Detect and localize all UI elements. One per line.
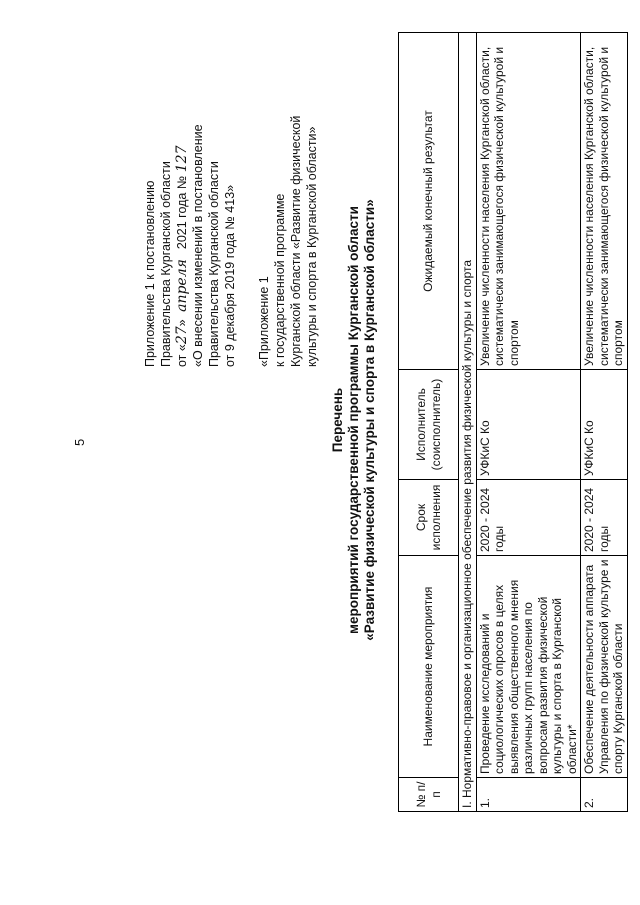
- date-year: 2021 года №: [175, 175, 189, 250]
- row-term: 2020 - 2024 годы: [476, 480, 581, 556]
- table-header-row: [399, 33, 459, 812]
- row-no: 1.: [476, 778, 581, 812]
- row-name: Проведение исследований и социологических опросов в целях выявления общественного мнения различных групп населения по вопросам развития физической культуры и спорта в Курганской области*: [476, 556, 581, 778]
- row-name: Обеспечение деятельности аппарата Управления по физической культуре и спорту Курганской области: [581, 556, 628, 778]
- appendix-line-2: Правительства Курганской области: [159, 161, 173, 367]
- section-title: I. Нормативно-правовое и организационное обеспечение развития физической культуры и спорта: [459, 33, 477, 812]
- prev-line-4: культуры и спорта в Курганской области»: [305, 126, 319, 367]
- handwritten-number: 127: [174, 145, 190, 173]
- header-no: № п/п: [399, 778, 459, 812]
- appendix-header: [142, 7, 238, 367]
- date-prefix: от «: [175, 344, 189, 367]
- appendix-line-4: «О внесении изменений в постановление: [191, 124, 205, 367]
- row-result: Увеличение численности населения Курганской области, систематически занимающегося физической культурой и спортом: [476, 33, 581, 370]
- date-mid: »: [175, 319, 189, 327]
- prev-line-1: «Приложение 1: [257, 276, 271, 367]
- section-row: [459, 33, 477, 812]
- header-name: Наименование мероприятия: [399, 556, 459, 778]
- row-term: 2020 - 2024 годы: [581, 480, 628, 556]
- table-row: [581, 33, 628, 812]
- handwritten-month: апреля: [174, 259, 190, 312]
- prev-line-3: Курганской области «Развитие физической: [289, 115, 303, 367]
- row-executor: УФКиС Ко: [476, 370, 581, 480]
- document-title: [330, 150, 378, 690]
- prev-line-2: к государственной программе: [273, 193, 287, 367]
- row-result: Увеличение численности населения Курганской области, систематически занимающегося физической культурой и спортом: [581, 33, 628, 370]
- header-term: Срок исполнения: [399, 480, 459, 556]
- header-executor: Исполнитель (соисполнитель): [399, 370, 459, 480]
- page-number: 5: [72, 438, 87, 446]
- program-appendix-header: [256, 7, 320, 367]
- appendix-line-6: от 9 декабря 2019 года № 413»: [223, 184, 237, 367]
- appendix-date-line: [174, 7, 190, 367]
- handwritten-day: 27: [174, 326, 190, 345]
- title-line-1: Перечень: [330, 387, 345, 453]
- title-line-2: мероприятий государственной программы Курганской области: [346, 206, 361, 634]
- appendix-line-1: Приложение 1 к постановлению: [143, 180, 157, 367]
- table-row: [476, 33, 581, 812]
- header-result: Ожидаемый конечный результат: [399, 33, 459, 370]
- row-no: 2.: [581, 778, 628, 812]
- row-executor: УФКиС Ко: [581, 370, 628, 480]
- measures-table: [398, 32, 628, 812]
- title-line-3: «Развитие физической культуры и спорта в Курганской области»: [362, 199, 377, 641]
- rotated-page: [46, 0, 625, 860]
- appendix-line-5: Правительства Курганской области: [207, 161, 221, 367]
